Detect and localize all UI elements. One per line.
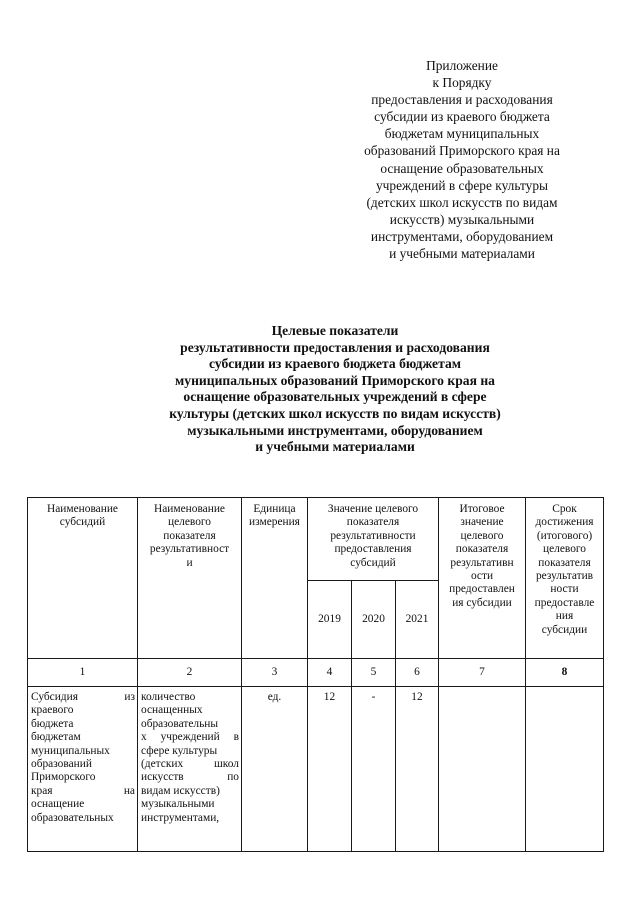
header-year-2021: 2021 bbox=[396, 581, 439, 659]
column-number: 8 bbox=[526, 659, 604, 687]
appendix-line: бюджетам муниципальных bbox=[384, 126, 540, 142]
appendix-line: Приложение bbox=[426, 58, 498, 73]
header-subsidy-name: Наименование субсидий bbox=[28, 498, 138, 659]
appendix-note bbox=[342, 57, 582, 262]
title-line: и учебными материалами bbox=[255, 439, 415, 455]
column-number: 3 bbox=[242, 659, 308, 687]
appendix-line: и учебными материалами bbox=[389, 246, 535, 262]
column-number: 5 bbox=[352, 659, 396, 687]
document-title bbox=[100, 323, 570, 456]
title-line: субсидии из краевого бюджета бюджетам bbox=[209, 356, 461, 372]
column-number-row bbox=[28, 659, 604, 687]
header-year-2019: 2019 bbox=[308, 581, 352, 659]
header-deadline: Срок достижения (итогового) целевого показателя результатив ности предоставле ния субсидии bbox=[526, 498, 604, 659]
value-2020-cell: - bbox=[352, 687, 396, 852]
header-total-value: Итоговое значение целевого показателя результативн ости предоставлен ия субсидии bbox=[439, 498, 526, 659]
appendix-line: предоставления и расходования bbox=[371, 92, 553, 108]
column-number: 6 bbox=[396, 659, 439, 687]
title-line: результативности предоставления и расходования bbox=[180, 339, 490, 355]
column-number: 1 bbox=[28, 659, 138, 687]
appendix-line: (детских школ искусств по видам bbox=[366, 194, 558, 210]
total-value-cell bbox=[439, 687, 526, 852]
appendix-line: образований Приморского края на bbox=[364, 143, 560, 159]
column-number: 4 bbox=[308, 659, 352, 687]
appendix-line: искусств) музыкальными bbox=[389, 211, 535, 227]
table-row bbox=[28, 687, 604, 852]
appendix-line: оснащение образовательных bbox=[380, 160, 544, 176]
value-2019-cell: 12 bbox=[308, 687, 352, 852]
appendix-line: к Порядку bbox=[432, 75, 492, 91]
unit-cell: ед. bbox=[242, 687, 308, 852]
header-unit: Единица измерения bbox=[242, 498, 308, 659]
title-line: культуры (детских школ искусств по видам искусств) bbox=[169, 405, 501, 421]
title-line: муниципальных образований Приморского края на bbox=[175, 372, 495, 388]
title-line: музыкальными инструментами, оборудованием bbox=[187, 422, 483, 438]
deadline-cell bbox=[526, 687, 604, 852]
indicators-table bbox=[27, 497, 604, 852]
column-number: 7 bbox=[439, 659, 526, 687]
header-indicator-value: Значение целевого показателя результативности предоставления субсидий bbox=[308, 498, 439, 581]
subsidy-name-cell: Субсидия из краевого бюджета бюджетам муниципальных образований Приморского края на оснащение образовательных bbox=[28, 687, 138, 852]
column-number: 2 bbox=[138, 659, 242, 687]
appendix-line: инструментами, оборудованием bbox=[370, 228, 554, 244]
indicator-name-cell: количество оснащенных образовательны х учреждений в сфере культуры (детских школ искусств по видам искусств) музыкальными инструментами, bbox=[138, 687, 242, 852]
title-line: оснащение образовательных учреждений в сфере bbox=[183, 389, 487, 405]
appendix-line: учреждений в сфере культуры bbox=[375, 177, 549, 193]
header-year-2020: 2020 bbox=[352, 581, 396, 659]
title-line: Целевые показатели bbox=[271, 323, 399, 338]
appendix-line: субсидии из краевого бюджета bbox=[374, 109, 550, 125]
header-indicator-name: Наименование целевого показателя результативност и bbox=[138, 498, 242, 659]
value-2021-cell: 12 bbox=[396, 687, 439, 852]
